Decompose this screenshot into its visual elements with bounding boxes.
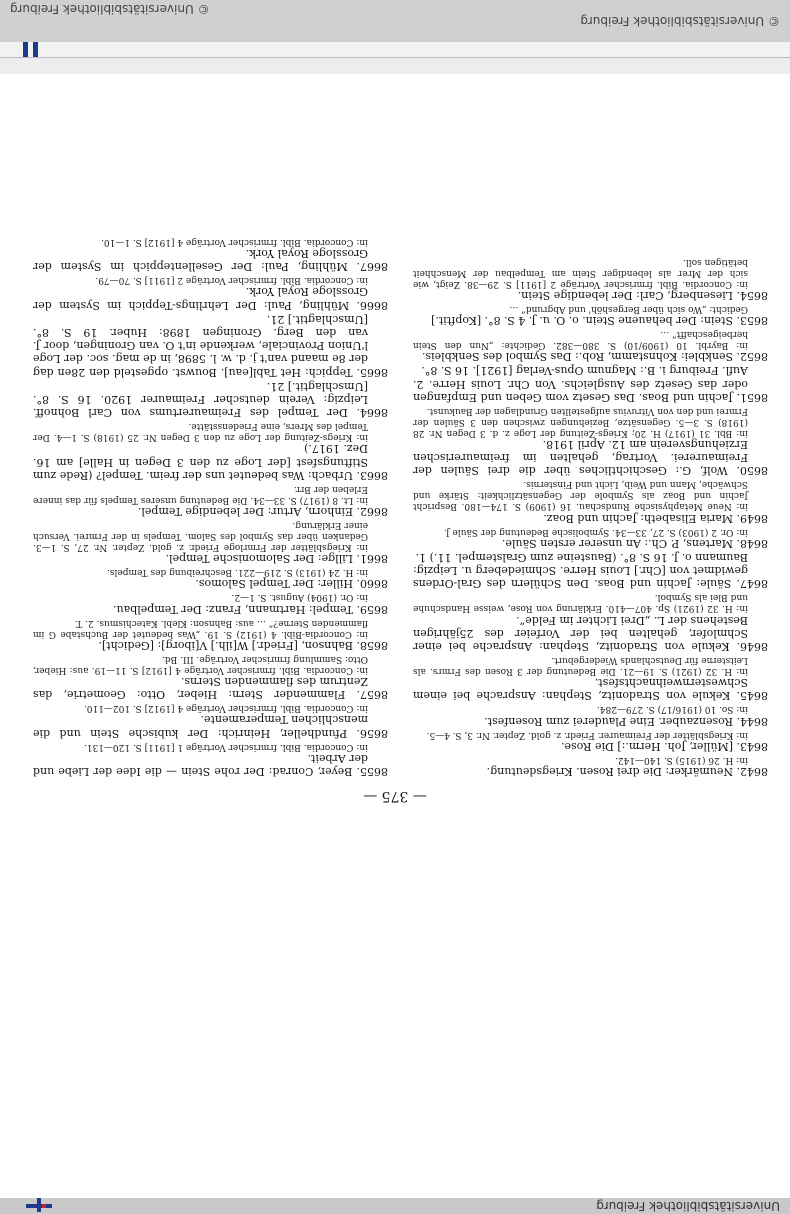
entry-heading: 8656. Pfundheller, Heinrich: Der kubische Stein und die menschlichen Temperamente. <box>33 713 388 740</box>
entry-heading: 8650. Wolf, G.: Geschichtliches über die drei Säulen der Freimaurerei. Vortrag, gehalten im freimaurerischen Erziehungsverein am 12. April 1918. <box>413 437 768 478</box>
page-number: — 375 — <box>363 788 427 804</box>
bibliography-entry <box>33 741 388 778</box>
bibliography-entry <box>33 483 388 518</box>
bibliography-entry <box>33 519 388 565</box>
entry-note: in: Kriegsblätter der Frmrloge Friedr. z. gold. Zepter. Nr. 27, S. 1—3. Gedanken über das Symbol des Salom. Tempels in der Frmrei. Versuch einer Erklärung. <box>33 519 368 552</box>
bibliography-entry <box>413 729 768 753</box>
scanned-book-page <box>0 74 790 1198</box>
library-logo-icon <box>26 1198 52 1212</box>
column-right <box>33 235 388 778</box>
bibliography-entry <box>413 405 768 478</box>
entry-note: in: Kriegs-Zeitung der Loge zu den 3 Degen Nr. 25 (1918) S. 1—4. Der Tempel des Mrers, eine Friedensstätte. <box>33 421 368 443</box>
top-strip <box>0 1197 790 1214</box>
entry-heading: 8643. [Müller, Joh. Herm.:] Die Rose. <box>560 739 768 753</box>
bibliography-entry <box>413 328 768 363</box>
bibliography-entry <box>33 566 388 590</box>
bibliography-entry <box>33 420 388 482</box>
entry-note: in: Or. 2 (1903) S. 27, 33—34. Symbolische Bedeutung der Säule J. <box>443 526 748 537</box>
entry-note: in: H. 32 (1921) S. 19—21. Die Bedeutung der 3 Rosen des Frmrs. als Leitsterne für Deutschlands Wiedergeburt. <box>413 654 748 676</box>
bibliography-entry <box>33 274 388 311</box>
bibliography-entry <box>413 551 768 591</box>
entry-heading: 8644. Rosenzauber. Eine Plauderei zum Rosenfest. <box>484 714 768 728</box>
entry-note: in: H. 24 (1913) S. 219—221. Beschreibung des Tempels. <box>107 567 368 578</box>
bibliography-entry <box>33 313 388 379</box>
entry-note: in: Neue Metaphysische Rundschau. 16 (1909) S. 174—180. Bespricht Jachin und Boaz als Symbole der Gegensätzlichkeit: Stärke und Schwäche, Mann und Weib, Licht und Finsternis. <box>413 479 748 512</box>
entry-note: in: Bayrbl. 10 (1909/10) S. 380—382. Gedichte: „Nun den Stein herbeigeschafft“ … <box>413 328 748 350</box>
entry-heading: 8655. Beyer, Conrad: Der rohe Stein — die Idee der Liebe und der Arbeit. <box>33 751 388 778</box>
entry-heading: 8647. Säule: Jachin und Boas. Den Schülern des Gral-Ordens gewidmet von [Chr.] Louis Herre. Schmiedeberg u. Leipzig: Baumann o. J. 16 S. 8°. (Bausteine zum Gralstempel. 11.) 1. <box>413 550 768 591</box>
entry-note: in: Concordia. Bibl. frmrischer Vorträge 2 [1911] S. 70—79. <box>95 275 368 286</box>
bibliography-entry <box>413 478 768 524</box>
entry-note: in: Or. (1904) August. S. 1—2. <box>231 592 368 603</box>
entry-note: in: Concordia. Bibl. frmrischer Vorträge 4 [1912] S. 1—10. <box>101 236 368 247</box>
entry-heading: 8667. Mühling, Paul: Der Gesellenteppich im System der Grossloge Royal York. <box>33 246 388 274</box>
bibliography-entry <box>33 617 388 652</box>
entry-note: Gedicht: „Wo sich über Bergeshöh' und Abgrund“ … <box>509 303 748 314</box>
entry-heading: 8652. Senkblei: Kohnstamm, Rob.: Das Symbol des Senkbleis. <box>421 350 768 364</box>
entry-note: in: Concordia. Bibl. frmrischer Vorträge 4 [1912] S. 11—19. aus: Hieber, Otto: Sammlung frmrischer Vorträge. III. Bd. <box>33 653 368 675</box>
entry-heading: 8663. Urbach: Was bedeutet uns der freim. Tempel? (Rede zum Stiftungsfest [der Loge zu den 3 Degen in Halle] am 16. Dez. 1917.) <box>33 442 388 482</box>
entry-heading: 8649. Maria Elisabeth: Jachin und Boaz. <box>543 511 768 525</box>
entry-heading: 8665. Teppich: Het Tabl[eau]. Bouwst. opgesteld den 28en dag der 8e maand van't j. d. w. l. 5898, in de mag. soc. der Loge l'Union Provinciale, werkende in't O. van Groningen, door J. van den Berg. Groningen 1898: Huber. 19 S. 8°. [Umschlagtit.] 21. <box>33 312 388 379</box>
entry-heading: 8654. Liesenberg, Carl: Der lebendige Stein. <box>517 288 768 302</box>
entry-heading: 8646. Kekule von Stradonitz, Stephan: Ansprache bei einer Schmlofer, gehalten bei der Vorfeier des 25jährigen Bestehens der L. „Drei Lichter im Felde“. <box>413 613 768 653</box>
entry-heading: 8645. Kekule von Stradonitz, Stephan: Ansprache bei einem Schwesternweihnachtsfest. <box>413 676 768 703</box>
bibliography-entry <box>33 236 388 273</box>
bibliography-entry <box>413 256 768 302</box>
entry-note: in: Concordia. Bibl. frmrischer Vorträge 4 [1912] S. 102—110. <box>83 703 368 714</box>
bibliography-entry <box>413 754 768 778</box>
entry-note: in: H. 32 (1921) Sp. 407—410. Erklärung von Rose, weisse Handschuhe und Blei als Symbol. <box>413 592 748 614</box>
bibliography-entry <box>33 591 388 615</box>
entry-heading: 8653. Stein: Der behauene Stein. o. O. u. J. 4 S. 8°. [Kopftit.] <box>431 313 768 327</box>
bibliography-entry <box>413 303 768 327</box>
entry-heading: 8642. Neumärker: Die drei Rosen. Kriegsdeutung. <box>486 765 768 778</box>
entry-note: in: Kriegsblätter der Freimaurer. Friedr. z. gold. Zepter. Nr. 3, S. 4—5. <box>426 729 748 740</box>
entry-note: in: Concordia. Bibl. frmrischer Vorträge 2 [1911] S. 29—38. Zeigt, wie sich der Mrer als lebendiger Stein am Tempelbau der Menschheit betätigen soll. <box>413 256 748 289</box>
entry-heading: 8659. Tempel: Hartmann, Franz: Der Tempelbau. <box>113 602 388 616</box>
bottom-library-text: © Universitätsbibliothek Freiburg <box>10 2 210 16</box>
entry-heading: 8662. Einhorn, Artur: Der lebendige Tempel. <box>137 504 388 518</box>
entry-heading: 8648. Martens, P. Ch.: An unserer ersten Säule. <box>501 536 768 550</box>
bibliography-entry <box>33 702 388 739</box>
entry-note: in: Concordia-Bibl. 4 (1912) S. 19. „Was bedeutet der Buchstabe G im flammenden Sterne?“ … aus: Bahnson: Klebl. Katechismus. 2. T. <box>33 617 368 639</box>
entry-heading: 8660. Hiller: Der Tempel Salomos. <box>195 577 388 591</box>
bibliography-entry <box>413 654 768 702</box>
entry-note: in: Lt. 8 (1917) S. 33—34. Die Bedeutung unseres Tempels für das innere Erleben der Brr. <box>33 483 368 505</box>
column-left <box>413 255 768 778</box>
entry-note: in: Concordia. Bibl. frmrischer Vorträge 1 [1911] S. 120—131. <box>83 741 368 752</box>
credit-text: © Universitätsbibliothek Freiburg <box>580 14 780 28</box>
bibliography-entry <box>413 703 768 727</box>
bibliography-entry <box>33 380 388 420</box>
entry-heading: 8661. Lillge: Der Salomonische Tempel. <box>165 552 388 566</box>
bibliography-entry <box>33 653 388 701</box>
bibliography-entry <box>413 591 768 653</box>
entry-note: in: H. 26 (1915) S. 140—142. <box>614 754 748 765</box>
bibliography-entry <box>413 526 768 550</box>
entry-note: in: Bbl. 31 (1917) H. 20; Kriegs-Zeitung der Loge z. d. 3 Degen Nr. 28 (1918) S. 3—5. Gegensätze, Beziehungen zwischen den 3 Säulen der Frmrei und den von Vitruvius aufgestellten Grundlagen der Baukunst. <box>413 405 748 438</box>
entry-note: in: So. 10 (1916/17) S. 279—284. <box>596 704 748 715</box>
entry-heading: 8657. Flammender Stern: Hieber, Otto: Geometrie, das Zentrum des flammenden Sterns. <box>33 674 388 702</box>
entry-heading: 8651. Jachin und Boas. Das Gesetz vom Geben und Empfangen oder das Gesetz des Ausgleichs. Von Chr. Louis Herre. 2. Aufl. Freiburg i. B.: Magnum Opus-Verlag [1921]. 16 S. 8°. <box>413 364 768 404</box>
entry-heading: 8664. Der Tempel des Freimaurertums von Carl Bohnoff. Leipzig: Verein deutscher Freimaurer 1920. 16 S. 8°. [Umschlagtit.] 21. <box>33 379 388 420</box>
entry-heading: 8666. Mühling, Paul: Der Lehrlings-Teppich im System der Grossloge Royal York. <box>33 285 388 312</box>
entry-heading: 8658. Bahnson, [Friedr.] W[ilh.] V[iborg]: [Gedicht]. <box>98 638 388 652</box>
bibliography-entry <box>413 364 768 404</box>
viewer-separator <box>0 58 790 74</box>
library-name: Universitätsbibliothek Freiburg <box>596 1199 780 1213</box>
